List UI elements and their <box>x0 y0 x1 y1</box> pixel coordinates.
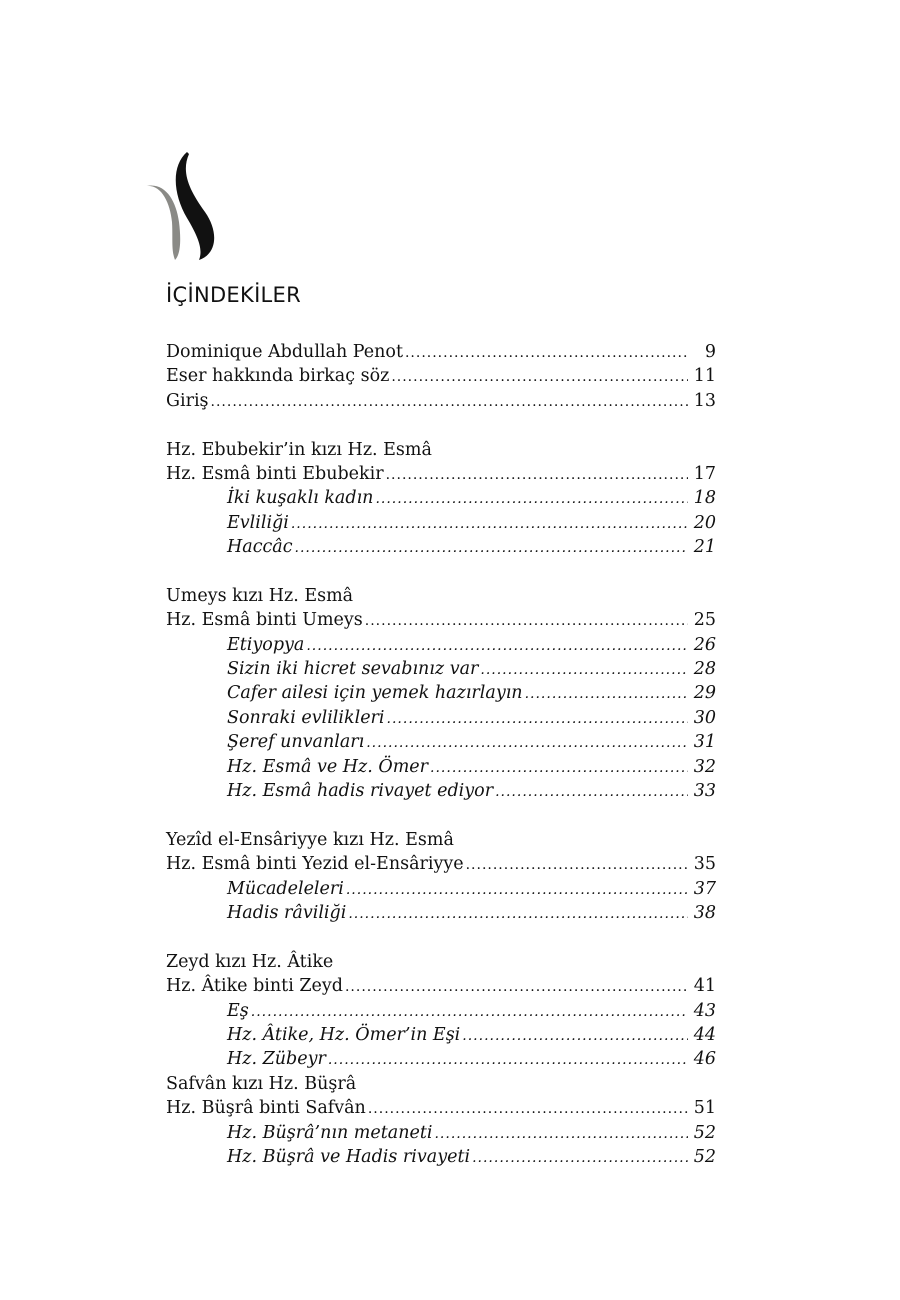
toc-entry-title: Sonraki evlilikleri <box>227 707 385 728</box>
toc-subentry <box>166 1145 716 1169</box>
toc-subentry <box>166 901 716 925</box>
toc-section-heading <box>166 950 716 974</box>
dot-leader <box>495 780 688 804</box>
toc-page-number: 17 <box>693 463 716 484</box>
calligraphy-ornament-icon <box>143 150 225 262</box>
dot-leader <box>346 878 688 902</box>
toc-section-title: Hz. Ebubekir’in kızı Hz. Esmâ <box>166 439 432 460</box>
toc-subentry <box>166 999 716 1023</box>
toc-entry-title: Giriş <box>166 390 209 411</box>
toc-entry <box>166 852 716 876</box>
dot-leader <box>462 1024 688 1048</box>
toc-entry-title: İki kuşaklı kadın <box>227 488 374 509</box>
toc-entry-title: Hz. Esmâ ve Hz. Ömer <box>227 756 429 777</box>
toc-entry <box>166 1096 716 1120</box>
toc-entry <box>166 340 716 364</box>
toc-subentry <box>166 1121 716 1145</box>
toc-entry-title: Hz. Büşrâ binti Safvân <box>166 1098 366 1119</box>
dot-leader <box>405 341 688 365</box>
toc-subentry <box>166 657 716 681</box>
toc-entry-title: Eş <box>227 1000 249 1021</box>
toc-page-number: 51 <box>693 1098 716 1119</box>
dot-leader <box>525 682 688 706</box>
toc-section-heading <box>166 1072 716 1096</box>
toc-entry-title: Eser hakkında birkaç söz <box>166 366 390 387</box>
toc-entry-title: Hz. Esmâ binti Ebubekir <box>166 463 384 484</box>
toc-section <box>166 950 716 1170</box>
dot-leader <box>348 902 688 926</box>
toc-entry-title: Cafer ailesi için yemek hazırlayın <box>227 683 523 704</box>
toc-page-number: 52 <box>693 1122 716 1143</box>
toc-section <box>166 828 716 926</box>
toc-page-number: 11 <box>693 366 716 387</box>
toc-entry-title: Hadis râviliği <box>227 902 347 923</box>
toc-page-number: 38 <box>693 902 716 923</box>
toc-subentry <box>166 877 716 901</box>
toc-page-number: 26 <box>693 634 716 655</box>
toc-subentry <box>166 1047 716 1071</box>
dot-leader <box>386 463 688 487</box>
toc-subentry <box>166 486 716 510</box>
toc-page-number: 41 <box>693 976 716 997</box>
toc-page-number: 33 <box>693 781 716 802</box>
toc-section <box>166 438 716 560</box>
toc-page-number: 35 <box>693 854 716 875</box>
dot-leader <box>366 731 688 755</box>
toc-section-title: Zeyd kızı Hz. Âtike <box>166 951 334 972</box>
toc-entry-title: Evliliği <box>227 512 289 533</box>
toc-page-number: 21 <box>693 537 716 558</box>
toc-entry <box>166 974 716 998</box>
toc-entry-title: Hz. Esmâ binti Yezid el-Ensâriyye <box>166 854 464 875</box>
toc-page-number: 18 <box>693 488 716 509</box>
toc-entry-title: Hz. Âtike, Hz. Ömer’in Eşi <box>227 1024 461 1045</box>
toc-entry-title: Hz. Büşrâ ve Hadis rivayeti <box>227 1146 471 1167</box>
toc-entry <box>166 364 716 388</box>
dot-leader <box>387 707 688 731</box>
dot-leader <box>391 365 688 389</box>
toc-subentry <box>166 1023 716 1047</box>
toc-entry <box>166 389 716 413</box>
toc-intro-group <box>166 340 716 413</box>
toc-page-number: 29 <box>693 683 716 704</box>
toc-entry-title: Sizin iki hicret sevabınız var <box>227 659 479 680</box>
toc-page-number: 13 <box>693 390 716 411</box>
toc-entry-title: Hz. Âtike binti Zeyd <box>166 976 343 997</box>
toc-entry-title: Hz. Büşrâ’nın metaneti <box>227 1122 433 1143</box>
dot-leader <box>291 512 688 536</box>
toc-subentry <box>166 755 716 779</box>
toc-subentry <box>166 681 716 705</box>
toc-entry-title: Şeref unvanları <box>227 732 365 753</box>
table-of-contents <box>166 340 716 1194</box>
toc-entry-title: Hz. Esmâ hadis rivayet ediyor <box>227 781 494 802</box>
dot-leader <box>434 1122 688 1146</box>
toc-subentry <box>166 633 716 657</box>
toc-subentry <box>166 535 716 559</box>
dot-leader <box>365 609 688 633</box>
toc-section-title: Safvân kızı Hz. Büşrâ <box>166 1073 357 1094</box>
toc-page-number: 30 <box>693 707 716 728</box>
dot-leader <box>480 658 688 682</box>
toc-entry <box>166 462 716 486</box>
toc-section-title: Yezîd el-Ensâriyye kızı Hz. Esmâ <box>166 829 454 850</box>
dot-leader <box>328 1048 688 1072</box>
toc-entry-title: Mücadeleleri <box>227 878 344 899</box>
toc-subentry <box>166 730 716 754</box>
dot-leader <box>211 390 688 414</box>
toc-subentry <box>166 779 716 803</box>
toc-page-number: 46 <box>693 1049 716 1070</box>
toc-section-title: Umeys kızı Hz. Esmâ <box>166 585 354 606</box>
dot-leader <box>306 634 688 658</box>
toc-entry <box>166 608 716 632</box>
dot-leader <box>375 487 688 511</box>
toc-page-number: 37 <box>693 878 716 899</box>
toc-section-heading <box>166 438 716 462</box>
dot-leader <box>430 756 688 780</box>
toc-entry-title: Etiyopya <box>227 634 305 655</box>
toc-sections <box>166 438 716 1170</box>
dot-leader <box>368 1097 688 1121</box>
dot-leader <box>472 1146 688 1170</box>
toc-entry-title: Hz. Zübeyr <box>227 1049 326 1070</box>
toc-page-number: 20 <box>693 512 716 533</box>
toc-page-number: 44 <box>693 1024 716 1045</box>
toc-entry-title: Haccâc <box>227 537 293 558</box>
toc-entry-title: Hz. Esmâ binti Umeys <box>166 610 363 631</box>
toc-section-heading <box>166 584 716 608</box>
dot-leader <box>345 975 688 999</box>
toc-page-number: 25 <box>693 610 716 631</box>
toc-section <box>166 584 716 804</box>
toc-page-number: 32 <box>693 756 716 777</box>
toc-page-number: 43 <box>693 1000 716 1021</box>
toc-page-number: 31 <box>693 732 716 753</box>
dot-leader <box>295 536 688 560</box>
dot-leader <box>251 1000 688 1024</box>
toc-page-number: 52 <box>693 1146 716 1167</box>
toc-section-heading <box>166 828 716 852</box>
toc-entry-title: Dominique Abdullah Penot <box>166 342 403 362</box>
toc-page-number: 28 <box>693 659 716 680</box>
toc-subentry <box>166 706 716 730</box>
toc-page-number: 9 <box>704 342 716 362</box>
page-title: İÇİNDEKİLER <box>166 283 302 307</box>
dot-leader <box>466 853 688 877</box>
toc-subentry <box>166 511 716 535</box>
